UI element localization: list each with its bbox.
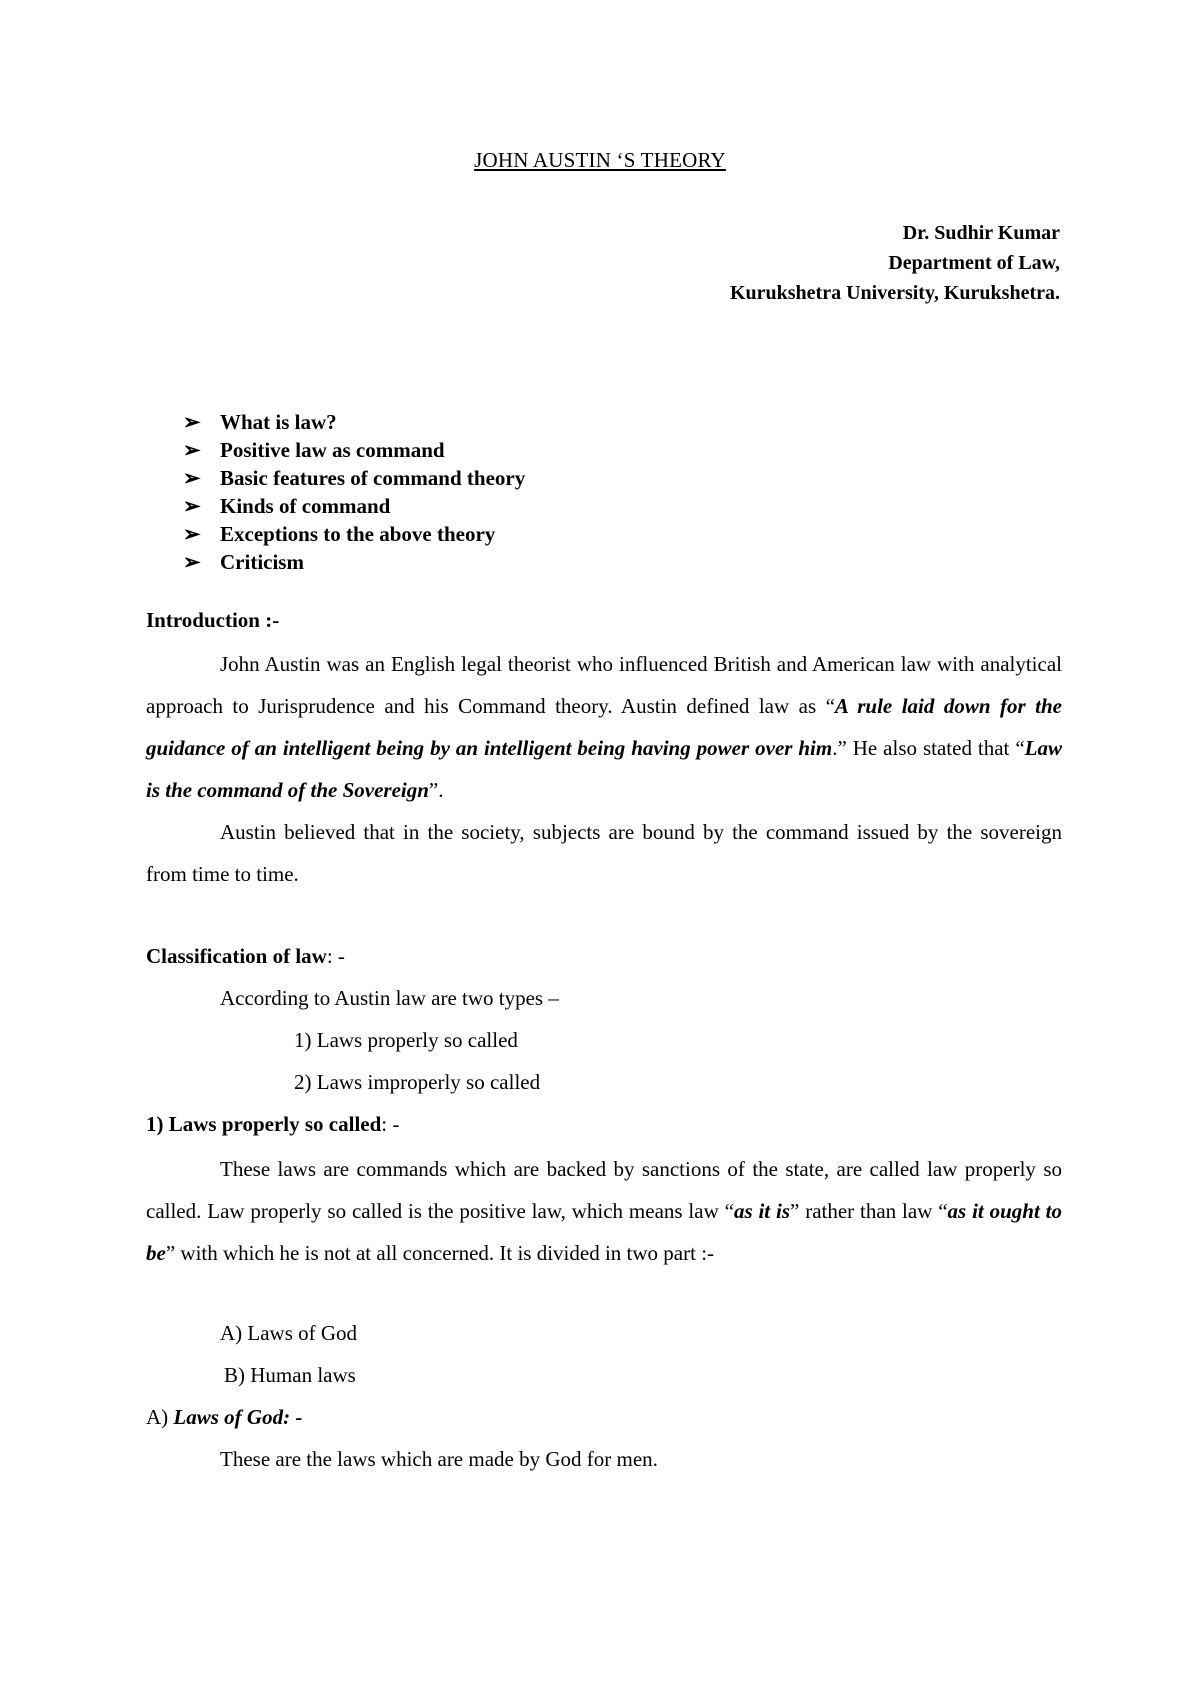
law-definition-quote: A rule laid down for the guidance of an intelligent being by an intelligent being having power over him [146, 694, 1062, 760]
classification-intro: According to Austin law are two types – [220, 986, 559, 1010]
arrow-bullet-icon: ➢ [183, 466, 201, 490]
laws-of-god-heading: A) Laws of God: - [146, 1405, 303, 1429]
laws-of-god-text: These are the laws which are made by God for men. [220, 1447, 658, 1471]
introduction-paragraph-1: John Austin was an English legal theorist who influenced British and American law with analytical approach to Jurisprudence and his Command theory. Austin defined law as “A rule laid down for the guidance of an intelligent being by an intelligent being having power over him.” He also stated that “Law is the command of the Sovereign”. [146, 652, 1062, 802]
classification-heading: Classification of law: - [146, 944, 345, 968]
author-block [730, 218, 1060, 308]
laws-properly-paragraph: These laws are commands which are backed by sanctions of the state, are called law properly so called. Law properly so called is the positive law, which means law “as it is” rather than law “as it ought to be” with which he is not at all concerned. It is divided in two part :- [146, 1157, 1062, 1265]
as-it-is-quote: as it is [733, 1199, 791, 1223]
classification-item: 2) Laws improperly so called [294, 1070, 541, 1094]
division-item: A) Laws of God [220, 1321, 358, 1345]
topic-item: ➢ Kinds of command [183, 494, 391, 518]
topic-list [183, 408, 525, 576]
arrow-bullet-icon: ➢ [183, 522, 201, 546]
classification-item: 1) Laws properly so called [294, 1028, 518, 1052]
division-item: B) Human laws [224, 1363, 356, 1387]
document-title: JOHN AUSTIN ‘S THEORY [474, 148, 726, 172]
topic-item: ➢ Positive law as command [183, 438, 445, 462]
arrow-bullet-icon: ➢ [183, 494, 201, 518]
topic-item: ➢ Criticism [183, 550, 304, 574]
author-department: Department of Law, [888, 252, 1060, 274]
arrow-bullet-icon: ➢ [183, 410, 201, 434]
introduction-paragraph-2: Austin believed that in the society, subjects are bound by the command issued by the sovereign from time to time. [146, 820, 1062, 886]
arrow-bullet-icon: ➢ [183, 438, 201, 462]
laws-properly-heading: 1) Laws properly so called: - [146, 1112, 400, 1136]
as-it-ought-to-be-quote: as it ought to be [146, 1199, 1062, 1265]
topic-item: ➢ What is law? [183, 410, 337, 434]
author-name: Dr. Sudhir Kumar [902, 222, 1060, 244]
arrow-bullet-icon: ➢ [183, 550, 201, 574]
topic-item: ➢ Exceptions to the above theory [183, 522, 496, 546]
topic-item: ➢ Basic features of command theory [183, 466, 526, 490]
sovereign-command-quote: Law is the command of the Sovereign [146, 736, 1062, 802]
author-university: Kurukshetra University, Kurukshetra. [729, 282, 1060, 304]
introduction-heading: Introduction :- [146, 608, 280, 632]
